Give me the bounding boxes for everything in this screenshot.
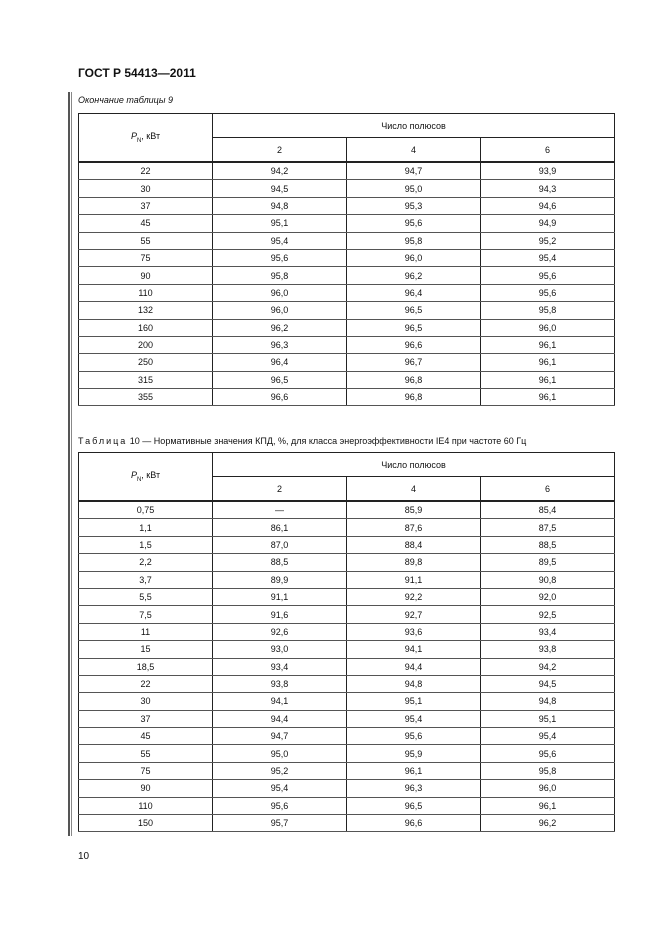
power-cell: 37 [79,710,213,727]
efficiency-table-9 [78,113,615,406]
efficiency-cell: 93,8 [481,641,615,658]
table-row [79,284,615,301]
efficiency-cell: 96,2 [347,267,481,284]
power-cell: 1,1 [79,519,213,536]
power-cell: 2,2 [79,554,213,571]
power-cell: 45 [79,728,213,745]
power-cell: 110 [79,284,213,301]
table-row [79,501,615,519]
table-row [79,623,615,640]
power-cell: 200 [79,336,213,353]
efficiency-cell: 96,6 [213,389,347,406]
efficiency-cell: 86,1 [213,519,347,536]
efficiency-cell: 96,8 [347,371,481,388]
table-row [79,267,615,284]
table-row [79,162,615,180]
table-row [79,319,615,336]
table-row [79,197,615,214]
efficiency-cell: 94,1 [347,641,481,658]
efficiency-cell: 93,6 [347,623,481,640]
page-number: 10 [78,851,90,862]
power-cell: 315 [79,371,213,388]
table-row [79,693,615,710]
efficiency-cell: 96,0 [481,780,615,797]
table9-caption: Окончание таблицы 9 [78,95,173,105]
efficiency-cell: 95,3 [347,197,481,214]
efficiency-cell: 95,0 [213,745,347,762]
table10-caption-text: 10 — Нормативные значения КПД, %, для класса энергоэффективности IE4 при частоте 60 Гц [127,436,527,446]
power-cell: 90 [79,780,213,797]
efficiency-cell: 95,4 [347,710,481,727]
document-code: ГОСТ Р 54413—2011 [78,66,196,80]
efficiency-cell: 96,6 [347,336,481,353]
efficiency-cell: 92,5 [481,606,615,623]
power-cell: 55 [79,232,213,249]
power-cell: 18,5 [79,658,213,675]
efficiency-cell: 96,5 [213,371,347,388]
efficiency-cell: 95,6 [213,797,347,814]
table-row [79,536,615,553]
efficiency-cell: 96,1 [481,389,615,406]
efficiency-cell: 94,6 [481,197,615,214]
efficiency-cell: 96,3 [213,336,347,353]
efficiency-cell: 96,1 [347,762,481,779]
efficiency-cell: 95,6 [481,267,615,284]
efficiency-cell: 91,6 [213,606,347,623]
pole-count-header: 6 [481,477,615,502]
efficiency-cell: 94,8 [213,197,347,214]
efficiency-cell: 96,1 [481,354,615,371]
efficiency-cell: 92,0 [481,588,615,605]
efficiency-cell: 93,9 [481,162,615,180]
efficiency-cell: 96,1 [481,797,615,814]
efficiency-cell: 96,6 [347,815,481,832]
efficiency-cell: 92,2 [347,588,481,605]
efficiency-cell: 94,1 [213,693,347,710]
efficiency-cell: 94,4 [347,658,481,675]
efficiency-cell: 89,5 [481,554,615,571]
efficiency-cell: 95,1 [347,693,481,710]
efficiency-cell: 93,4 [213,658,347,675]
power-cell: 22 [79,675,213,692]
efficiency-cell: 96,0 [213,284,347,301]
power-cell: 55 [79,745,213,762]
power-cell: 75 [79,249,213,266]
table-row [79,302,615,319]
power-unit: , кВт [141,131,161,142]
efficiency-cell: 94,4 [213,710,347,727]
table-row [79,389,615,406]
table-row [79,249,615,266]
table10-caption [78,436,526,446]
power-column-header [79,114,213,163]
power-cell: 90 [79,267,213,284]
efficiency-cell: 95,8 [213,267,347,284]
poles-header: Число полюсов [213,453,615,477]
table-row [79,354,615,371]
power-cell: 5,5 [79,588,213,605]
revision-bar-inner [71,92,72,836]
efficiency-cell: — [213,501,347,519]
efficiency-cell: 95,0 [347,180,481,197]
efficiency-cell: 96,3 [347,780,481,797]
table-row [79,728,615,745]
table-row [79,710,615,727]
efficiency-cell: 95,6 [213,249,347,266]
efficiency-cell: 95,2 [481,232,615,249]
power-cell: 3,7 [79,571,213,588]
power-cell: 45 [79,215,213,232]
table-row [79,745,615,762]
pole-count-header: 2 [213,138,347,163]
pole-count-header: 4 [347,477,481,502]
efficiency-cell: 91,1 [347,571,481,588]
efficiency-cell: 88,4 [347,536,481,553]
table-row [79,215,615,232]
table-row [79,554,615,571]
power-cell: 7,5 [79,606,213,623]
efficiency-cell: 92,6 [213,623,347,640]
efficiency-cell: 96,7 [347,354,481,371]
efficiency-cell: 88,5 [213,554,347,571]
efficiency-cell: 96,4 [347,284,481,301]
efficiency-cell: 95,4 [481,249,615,266]
efficiency-cell: 94,5 [481,675,615,692]
pole-count-header: 2 [213,477,347,502]
table-row [79,780,615,797]
power-subscript: N [136,476,142,483]
efficiency-cell: 94,3 [481,180,615,197]
efficiency-cell: 95,6 [347,728,481,745]
efficiency-cell: 92,7 [347,606,481,623]
table-row [79,658,615,675]
efficiency-cell: 95,8 [481,302,615,319]
efficiency-cell: 95,4 [213,780,347,797]
table-row [79,371,615,388]
efficiency-cell: 95,1 [213,215,347,232]
power-cell: 132 [79,302,213,319]
efficiency-cell: 96,4 [213,354,347,371]
power-cell: 355 [79,389,213,406]
efficiency-table-10 [78,452,615,832]
table-row [79,180,615,197]
efficiency-cell: 96,5 [347,797,481,814]
power-cell: 110 [79,797,213,814]
table-row [79,571,615,588]
efficiency-cell: 87,6 [347,519,481,536]
table-row [79,641,615,658]
power-cell: 15 [79,641,213,658]
table10-caption-prefix: Таблица [78,436,128,446]
efficiency-cell: 91,1 [213,588,347,605]
power-cell: 1,5 [79,536,213,553]
efficiency-cell: 93,0 [213,641,347,658]
power-cell: 150 [79,815,213,832]
table-row [79,588,615,605]
efficiency-cell: 96,5 [347,319,481,336]
efficiency-cell: 96,0 [481,319,615,336]
efficiency-cell: 95,1 [481,710,615,727]
power-cell: 37 [79,197,213,214]
efficiency-cell: 93,4 [481,623,615,640]
efficiency-cell: 94,7 [347,162,481,180]
power-cell: 0,75 [79,501,213,519]
efficiency-cell: 96,1 [481,371,615,388]
power-column-header [79,453,213,502]
table-row [79,606,615,623]
power-cell: 22 [79,162,213,180]
table-row [79,675,615,692]
efficiency-cell: 95,2 [213,762,347,779]
efficiency-cell: 94,2 [481,658,615,675]
efficiency-cell: 96,1 [481,336,615,353]
efficiency-cell: 96,2 [481,815,615,832]
efficiency-cell: 94,5 [213,180,347,197]
power-cell: 30 [79,693,213,710]
efficiency-cell: 94,8 [481,693,615,710]
power-symbol: P [130,470,137,481]
efficiency-cell: 95,6 [347,215,481,232]
efficiency-cell: 96,8 [347,389,481,406]
efficiency-cell: 95,8 [481,762,615,779]
efficiency-cell: 87,5 [481,519,615,536]
table-row [79,232,615,249]
efficiency-cell: 95,6 [481,745,615,762]
efficiency-cell: 95,9 [347,745,481,762]
efficiency-cell: 89,9 [213,571,347,588]
efficiency-cell: 94,9 [481,215,615,232]
efficiency-cell: 85,9 [347,501,481,519]
table-row [79,519,615,536]
table-row [79,797,615,814]
efficiency-cell: 94,2 [213,162,347,180]
efficiency-cell: 96,5 [347,302,481,319]
efficiency-cell: 95,7 [213,815,347,832]
efficiency-cell: 95,8 [347,232,481,249]
efficiency-cell: 94,7 [213,728,347,745]
pole-count-header: 6 [481,138,615,163]
table-row [79,336,615,353]
efficiency-cell: 96,0 [213,302,347,319]
efficiency-cell: 90,8 [481,571,615,588]
table-row [79,762,615,779]
power-subscript: N [136,137,142,144]
efficiency-cell: 89,8 [347,554,481,571]
efficiency-cell: 96,2 [213,319,347,336]
power-cell: 30 [79,180,213,197]
efficiency-cell: 88,5 [481,536,615,553]
power-cell: 250 [79,354,213,371]
efficiency-cell: 93,8 [213,675,347,692]
power-unit: , кВт [141,470,161,481]
power-cell: 75 [79,762,213,779]
power-cell: 11 [79,623,213,640]
pole-count-header: 4 [347,138,481,163]
efficiency-cell: 95,4 [481,728,615,745]
power-symbol: P [130,131,137,142]
revision-bar [68,92,70,836]
efficiency-cell: 95,4 [213,232,347,249]
efficiency-cell: 94,8 [347,675,481,692]
efficiency-cell: 96,0 [347,249,481,266]
table-row [79,815,615,832]
poles-header: Число полюсов [213,114,615,138]
efficiency-cell: 85,4 [481,501,615,519]
power-cell: 160 [79,319,213,336]
efficiency-cell: 87,0 [213,536,347,553]
efficiency-cell: 95,6 [481,284,615,301]
